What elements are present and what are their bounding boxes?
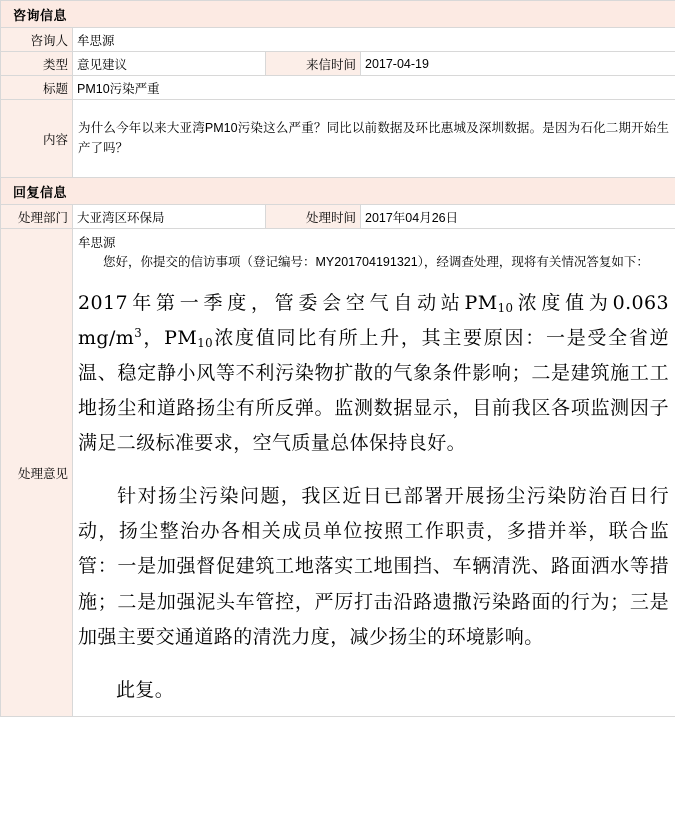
inquiry-type-value: 意见建议 bbox=[73, 52, 266, 76]
reply-opinion-body bbox=[73, 229, 675, 717]
reply-salutation-block bbox=[78, 234, 669, 272]
inquiry-person-value: 牟思源 bbox=[73, 28, 675, 52]
reply-p1-text-2: 浓度值为0.063 mg/m bbox=[78, 291, 670, 349]
reply-opinion-label: 处理意见 bbox=[1, 229, 73, 717]
reply-p1-text-4: 浓度值同比有所上升，其主要原因：一是受全省逆温、稳定静小风等不利污染物扩散的气象条件影响；二是建筑施工工地扬尘和道路扬尘有所反弹。监测数据显示，目前我区各项监测因子满足二级标准要求，空气质量总体保持良好。 bbox=[78, 326, 670, 455]
reply-paragraph-1 bbox=[78, 286, 669, 462]
reply-p2-text: 针对扬尘污染问题，我区近日已部署开展扬尘污染防治百日行动，扬尘整治办各相关成员单位按照工作职责，多措并举，联合监管：一是加强督促建筑工地落实工地围挡、车辆清洗、路面洒水等措施；二是加强泥头车管控，严厉打击沿路遗撒污染路面的行为；三是加强主要交通道路的清洗力度，减少扬尘的环境影响。 bbox=[78, 485, 670, 648]
inquiry-person-row bbox=[1, 28, 675, 52]
reply-dept-label: 处理部门 bbox=[1, 205, 73, 229]
reply-opinion-row bbox=[1, 229, 675, 717]
inquiry-person-label: 咨询人 bbox=[1, 28, 73, 52]
reply-time-label: 处理时间 bbox=[266, 205, 361, 229]
reply-section-header-row bbox=[1, 178, 675, 205]
inquiry-section-header-row bbox=[1, 1, 675, 28]
inquiry-content-label: 内容 bbox=[1, 100, 73, 178]
reply-paragraph-3 bbox=[78, 673, 669, 708]
reply-main-text bbox=[78, 286, 669, 709]
reply-p1-text-3: ，PM bbox=[142, 326, 198, 349]
inquiry-section-title: 咨询信息 bbox=[1, 1, 675, 28]
reply-section-title: 回复信息 bbox=[1, 178, 675, 205]
inquiry-subject-label: 标题 bbox=[1, 76, 73, 100]
reply-time-value: 2017年04月26日 bbox=[361, 205, 675, 229]
reply-p1-subscript-1: 10 bbox=[497, 301, 514, 316]
inquiry-subject-value: PM10污染严重 bbox=[73, 76, 675, 100]
reply-dept-time-row bbox=[1, 205, 675, 229]
inquiry-content-value: 为什么今年以来大亚湾PM10污染这么严重？同比以前数据及环比惠城及深圳数据。是因为石化二期开始生产了吗？ bbox=[73, 100, 675, 178]
reply-salutation: 牟思源 bbox=[78, 236, 116, 250]
reply-p1-superscript-1: 3 bbox=[134, 326, 143, 341]
inquiry-type-date-row bbox=[1, 52, 675, 76]
inquiry-date-value: 2017-04-19 bbox=[361, 52, 675, 76]
reply-p3-text: 此复。 bbox=[116, 678, 175, 701]
reply-dept-value: 大亚湾区环保局 bbox=[73, 205, 266, 229]
reply-p1-text-1: 2017年第一季度，管委会空气自动站PM bbox=[78, 291, 498, 314]
inquiry-subject-row bbox=[1, 76, 675, 100]
reply-paragraph-2 bbox=[78, 479, 669, 655]
inquiry-date-label: 来信时间 bbox=[266, 52, 361, 76]
reply-p1-subscript-2: 10 bbox=[197, 336, 213, 351]
inquiry-content-row bbox=[1, 100, 675, 178]
reply-intro: 您好，你提交的信访事项（登记编号：MY201704191321），经调查处理，现将有关情况答复如下： bbox=[103, 254, 649, 269]
inquiry-type-label: 类型 bbox=[1, 52, 73, 76]
